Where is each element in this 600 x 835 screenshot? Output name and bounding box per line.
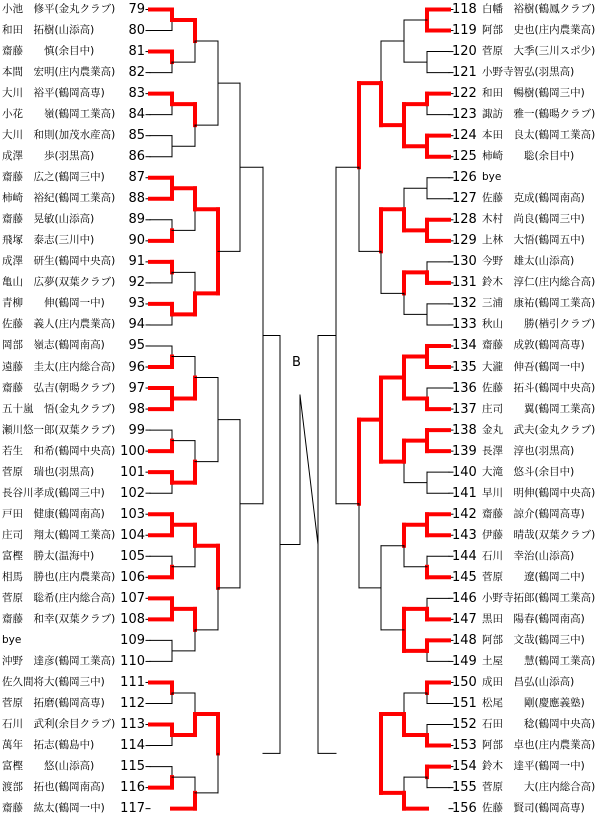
seed-number: 111 bbox=[120, 674, 145, 690]
seed-number: 117 bbox=[120, 801, 145, 817]
right-bracket-entry bbox=[452, 777, 598, 798]
seed-number: 93 bbox=[128, 296, 145, 312]
player-name: 和田 暢樹(鶴岡三中) bbox=[482, 87, 585, 100]
seed-number: 128 bbox=[452, 212, 477, 228]
left-bracket-entry bbox=[0, 104, 145, 125]
player-name: 富樫 悠(山添高) bbox=[2, 760, 95, 773]
final-right-line bbox=[300, 395, 318, 544]
right-bracket-entry bbox=[452, 714, 598, 735]
seed-number: 152 bbox=[452, 717, 477, 733]
right-bracket-entry bbox=[452, 735, 598, 756]
seed-number: 121 bbox=[452, 65, 477, 81]
player-name: 三浦 康祐(鶴岡工業高) bbox=[482, 297, 596, 310]
seed-number: 97 bbox=[128, 380, 145, 396]
player-name: 五十嵐 悟(金丸クラブ) bbox=[2, 402, 116, 415]
player-name: 小野寺智弘(羽黒高) bbox=[482, 66, 575, 79]
seed-number: 147 bbox=[452, 611, 477, 627]
seed-number: 131 bbox=[452, 275, 477, 291]
left-bracket-entry bbox=[0, 777, 145, 798]
block-label: B bbox=[292, 355, 301, 370]
player-name: 石田 稔(鶴岡中央高) bbox=[482, 718, 596, 731]
left-bracket-entry bbox=[0, 441, 145, 462]
left-bracket-entry bbox=[0, 756, 145, 777]
right-bracket-entry bbox=[452, 672, 598, 693]
seed-number: 130 bbox=[452, 254, 477, 270]
player-name: 齋藤 弘吉(朝暘クラブ) bbox=[2, 381, 116, 394]
player-name: 金丸 武夫(金丸クラブ) bbox=[482, 423, 596, 436]
left-bracket-entry bbox=[0, 125, 145, 146]
seed-number: 137 bbox=[452, 401, 477, 417]
seed-number: 85 bbox=[128, 128, 145, 144]
right-bracket-entry bbox=[452, 209, 598, 230]
left-bracket-entry bbox=[0, 714, 145, 735]
seed-number: 108 bbox=[120, 611, 145, 627]
left-bracket-entry bbox=[0, 567, 145, 588]
player-name: 松尾 剛(慶應義塾) bbox=[482, 696, 585, 709]
right-bracket-entry bbox=[452, 146, 598, 167]
right-bracket-entry bbox=[452, 588, 598, 609]
right-bracket-entry bbox=[452, 188, 598, 209]
right-bracket-entry bbox=[452, 83, 598, 104]
player-name: 小野寺拓郎(鶴岡工業高) bbox=[482, 591, 596, 604]
right-bracket-entry bbox=[452, 357, 598, 378]
right-bracket-entry bbox=[452, 62, 598, 83]
player-name: 本間 宏明(庄内農業高) bbox=[2, 66, 116, 79]
player-name: 萬年 拓志(鶴島中) bbox=[2, 739, 95, 752]
seed-number: 100 bbox=[120, 443, 145, 459]
player-name: 石川 幸治(山添高) bbox=[482, 549, 575, 562]
seed-number: 119 bbox=[452, 23, 477, 39]
seed-number: 89 bbox=[128, 212, 145, 228]
left-bracket-entry bbox=[0, 399, 145, 420]
right-bracket-entry bbox=[452, 272, 598, 293]
left-bracket-entry bbox=[0, 630, 145, 651]
player-name: 今野 雄太(山添高) bbox=[482, 255, 575, 268]
left-bracket-entry bbox=[0, 357, 145, 378]
seed-number: 144 bbox=[452, 548, 477, 564]
left-bracket-entry bbox=[0, 230, 145, 251]
right-bracket-entry bbox=[452, 251, 598, 272]
player-name: 上林 大悟(鶴岡五中) bbox=[482, 234, 585, 247]
seed-number: 83 bbox=[128, 86, 145, 102]
player-name: 齋藤 成敦(鶴岡高専) bbox=[482, 339, 585, 352]
right-bracket-entry bbox=[452, 335, 598, 356]
left-bracket-entry bbox=[0, 209, 145, 230]
seed-number: 151 bbox=[452, 695, 477, 711]
left-bracket-entry bbox=[0, 672, 145, 693]
left-bracket-entry bbox=[0, 735, 145, 756]
left-bracket-entry bbox=[0, 693, 145, 714]
seed-number: 125 bbox=[452, 149, 477, 165]
player-name: 佐藤 義人(庄内農業高) bbox=[2, 318, 116, 331]
player-name: 大滝 悠斗(余目中) bbox=[482, 465, 575, 478]
player-name: 小池 修平(金丸クラブ) bbox=[2, 3, 116, 15]
left-bracket-entry bbox=[0, 609, 145, 630]
player-name: 大川 裕平(鶴岡高専) bbox=[2, 87, 105, 100]
right-bracket-entry bbox=[452, 167, 598, 188]
seed-number: 105 bbox=[120, 548, 145, 564]
seed-number: 122 bbox=[452, 86, 477, 102]
seed-number: 148 bbox=[452, 632, 477, 648]
seed-number: 107 bbox=[120, 590, 145, 606]
player-name: 齋藤 紘太(鶴岡一中) bbox=[2, 802, 105, 815]
seed-number: 106 bbox=[120, 569, 145, 585]
player-name: 飛塚 泰志(三川中) bbox=[2, 234, 95, 247]
left-bracket-entry bbox=[0, 20, 145, 41]
seed-number: 91 bbox=[128, 254, 145, 270]
right-bracket-entry bbox=[452, 462, 598, 483]
right-bracket-entry bbox=[452, 20, 598, 41]
left-bracket-entry bbox=[0, 798, 145, 819]
player-name: 成澤 研生(鶴岡中央高) bbox=[2, 255, 116, 268]
right-bracket-entry bbox=[452, 756, 598, 777]
left-bracket-entry bbox=[0, 420, 145, 441]
right-bracket-entry bbox=[452, 609, 598, 630]
left-bracket-entry bbox=[0, 251, 145, 272]
player-name: 菅原 遼(鶴岡二中) bbox=[482, 570, 585, 583]
left-bracket-entry bbox=[0, 378, 145, 399]
left-bracket-entry bbox=[0, 483, 145, 504]
left-bracket-entry bbox=[0, 83, 145, 104]
seed-number: 113 bbox=[120, 717, 145, 733]
player-name: 若生 和希(鶴岡中央高) bbox=[2, 444, 116, 457]
player-name: 岡部 嶺志(鶴岡南高) bbox=[2, 339, 105, 352]
right-bracket-entry bbox=[452, 630, 598, 651]
right-bracket-entry bbox=[452, 314, 598, 335]
seed-number: 86 bbox=[128, 149, 145, 165]
right-bracket-entry bbox=[452, 293, 598, 314]
seed-number: 132 bbox=[452, 296, 477, 312]
player-name: 伊藤 晴哉(双葉クラブ) bbox=[482, 528, 596, 541]
seed-number: 140 bbox=[452, 464, 477, 480]
player-name: 渡部 拓也(鶴岡南高) bbox=[2, 781, 105, 794]
player-name: 柿崎 聡(余目中) bbox=[482, 150, 575, 163]
right-bracket-entry bbox=[452, 0, 598, 20]
player-name: 富樫 勝太(温海中) bbox=[2, 549, 95, 562]
player-name: bye bbox=[2, 633, 22, 646]
player-name: 大瀧 伸吾(鶴岡一中) bbox=[482, 360, 585, 373]
player-name: 成田 昌弘(山添高) bbox=[482, 675, 575, 688]
player-name: 佐藤 克成(鶴岡南高) bbox=[482, 192, 585, 205]
left-bracket-entry bbox=[0, 588, 145, 609]
player-name: 戸田 健康(鶴岡南高) bbox=[2, 507, 105, 520]
seed-number: 84 bbox=[128, 107, 145, 123]
seed-number: 82 bbox=[128, 65, 145, 81]
seed-number: 156 bbox=[452, 801, 477, 817]
seed-number: 129 bbox=[452, 233, 477, 249]
player-name: 諏訪 雅一(鶴暘クラブ) bbox=[482, 108, 596, 121]
player-name: 庄司 翔太(鶴岡工業高) bbox=[2, 528, 116, 541]
player-name: 齋藤 晃敏(山添高) bbox=[2, 213, 95, 226]
player-name: 大川 和則(加茂水産高) bbox=[2, 129, 116, 142]
left-bracket-entry bbox=[0, 462, 145, 483]
right-bracket-entry bbox=[452, 441, 598, 462]
seed-number: 134 bbox=[452, 338, 477, 354]
seed-number: 135 bbox=[452, 359, 477, 375]
player-name: 成澤 歩(羽黒高) bbox=[2, 150, 95, 163]
player-name: 齋藤 諒介(鶴岡高専) bbox=[482, 507, 585, 520]
seed-number: 98 bbox=[128, 401, 145, 417]
right-bracket-entry bbox=[452, 125, 598, 146]
player-name: 佐藤 拓斗(鶴岡中央高) bbox=[482, 381, 596, 394]
seed-number: 136 bbox=[452, 380, 477, 396]
seed-number: 145 bbox=[452, 569, 477, 585]
left-bracket-entry bbox=[0, 314, 145, 335]
seed-number: 110 bbox=[120, 653, 145, 669]
left-bracket-entry bbox=[0, 272, 145, 293]
player-name: 菅原 聡希(庄内総合高) bbox=[2, 591, 116, 604]
player-name: bye bbox=[482, 171, 502, 184]
seed-number: 126 bbox=[452, 170, 477, 186]
right-bracket-entry bbox=[452, 483, 598, 504]
left-bracket-entry bbox=[0, 167, 145, 188]
seed-number: 115 bbox=[120, 759, 145, 775]
player-name: 亀山 広夢(双葉クラブ) bbox=[2, 276, 116, 289]
seed-number: 120 bbox=[452, 44, 477, 60]
left-bracket-entry bbox=[0, 335, 145, 356]
right-bracket-entry bbox=[452, 420, 598, 441]
seed-number: 88 bbox=[128, 191, 145, 207]
player-name: 土屋 慧(鶴岡工業高) bbox=[482, 654, 596, 667]
player-name: 齋藤 慎(余目中) bbox=[2, 45, 95, 58]
player-name: 菅原 大季(三川スポ少) bbox=[482, 45, 596, 58]
seed-number: 155 bbox=[452, 780, 477, 796]
seed-number: 87 bbox=[128, 170, 145, 186]
right-bracket-entry bbox=[452, 230, 598, 251]
left-bracket-entry bbox=[0, 504, 145, 525]
right-bracket-entry bbox=[452, 41, 598, 62]
left-bracket-entry bbox=[0, 188, 145, 209]
seed-number: 90 bbox=[128, 233, 145, 249]
seed-number: 99 bbox=[128, 422, 145, 438]
seed-number: 116 bbox=[120, 780, 145, 796]
right-bracket-entry bbox=[452, 567, 598, 588]
player-name: 和田 拓樹(山添高) bbox=[2, 24, 95, 37]
seed-number: 94 bbox=[128, 317, 145, 333]
player-name: 佐藤 賢司(鶴岡高専) bbox=[482, 802, 585, 815]
seed-number: 80 bbox=[128, 23, 145, 39]
seed-number: 96 bbox=[128, 359, 145, 375]
player-name: 青柳 伸(鶴岡一中) bbox=[2, 297, 105, 310]
right-bracket-entry bbox=[452, 525, 598, 546]
left-bracket-entry bbox=[0, 293, 145, 314]
player-name: 沖野 達彦(鶴岡工業高) bbox=[2, 654, 116, 667]
player-name: 白幡 裕樹(鶴鳳クラブ) bbox=[482, 3, 596, 15]
player-name: 柿崎 裕紀(鶴岡工業高) bbox=[2, 192, 116, 205]
seed-number: 118 bbox=[452, 2, 477, 17]
seed-number: 139 bbox=[452, 443, 477, 459]
player-name: 菅原 拓磨(鶴岡高専) bbox=[2, 696, 105, 709]
seed-number: 143 bbox=[452, 527, 477, 543]
player-name: 木村 尚良(鶴岡三中) bbox=[482, 213, 585, 226]
seed-number: 138 bbox=[452, 422, 477, 438]
player-name: 早川 明伸(鶴岡中央高) bbox=[482, 486, 596, 499]
left-bracket-entry bbox=[0, 525, 145, 546]
seed-number: 123 bbox=[452, 107, 477, 123]
player-name: 長谷川孝成(鶴岡三中) bbox=[2, 486, 105, 499]
player-name: 長澤 淳也(羽黒高) bbox=[482, 444, 575, 457]
player-name: 遠藤 圭太(庄内総合高) bbox=[2, 360, 116, 373]
seed-number: 154 bbox=[452, 759, 477, 775]
player-name: 庄司 翼(鶴岡工業高) bbox=[482, 402, 596, 415]
right-bracket-entry bbox=[452, 378, 598, 399]
left-bracket-entry bbox=[0, 0, 145, 20]
seed-number: 103 bbox=[120, 506, 145, 522]
seed-number: 114 bbox=[120, 738, 145, 754]
player-name: 阿部 文哉(鶴岡三中) bbox=[482, 633, 585, 646]
right-bracket-entry bbox=[452, 504, 598, 525]
seed-number: 79 bbox=[128, 2, 145, 17]
left-bracket-entry bbox=[0, 546, 145, 567]
right-bracket-entry bbox=[452, 798, 598, 819]
seed-number: 146 bbox=[452, 590, 477, 606]
left-bracket-entry bbox=[0, 41, 145, 62]
seed-number: 124 bbox=[452, 128, 477, 144]
right-bracket-entry bbox=[452, 104, 598, 125]
left-bracket-entry bbox=[0, 146, 145, 167]
player-name: 鈴木 淳仁(庄内総合高) bbox=[482, 276, 596, 289]
seed-number: 92 bbox=[128, 275, 145, 291]
seed-number: 95 bbox=[128, 338, 145, 354]
seed-number: 102 bbox=[120, 485, 145, 501]
player-name: 相馬 勝也(庄内農業高) bbox=[2, 570, 116, 583]
seed-number: 101 bbox=[120, 464, 145, 480]
seed-number: 150 bbox=[452, 674, 477, 690]
player-name: 阿部 卓也(庄内農業高) bbox=[482, 739, 596, 752]
player-name: 佐久間将大(鶴岡三中) bbox=[2, 675, 105, 688]
player-name: 瀬川悠一郎(双葉クラブ) bbox=[2, 423, 116, 436]
seed-number: 109 bbox=[120, 632, 145, 648]
right-bracket-entry bbox=[452, 546, 598, 567]
player-name: 齋藤 広之(鶴岡三中) bbox=[2, 171, 105, 184]
player-name: 本田 良太(鶴岡工業高) bbox=[482, 129, 596, 142]
seed-number: 127 bbox=[452, 191, 477, 207]
player-name: 秋山 勝(楢引クラブ) bbox=[482, 318, 596, 331]
player-name: 阿部 史也(庄内農業高) bbox=[482, 24, 596, 37]
right-bracket-entry bbox=[452, 651, 598, 672]
seed-number: 133 bbox=[452, 317, 477, 333]
seed-number: 104 bbox=[120, 527, 145, 543]
player-name: 石川 武利(余目クラブ) bbox=[2, 718, 116, 731]
seed-number: 112 bbox=[120, 695, 145, 711]
left-bracket-entry bbox=[0, 651, 145, 672]
player-name: 齋藤 和幸(双葉クラブ) bbox=[2, 612, 116, 625]
seed-number: 142 bbox=[452, 506, 477, 522]
seed-number: 153 bbox=[452, 738, 477, 754]
player-name: 菅原 大(庄内総合高) bbox=[482, 781, 596, 794]
player-name: 黒田 陽春(鶴岡南高) bbox=[482, 612, 585, 625]
player-name: 鈴木 達平(鶴岡一中) bbox=[482, 760, 585, 773]
right-bracket-entry bbox=[452, 693, 598, 714]
player-name: 小花 嶺(鶴岡工業高) bbox=[2, 108, 116, 121]
seed-number: 141 bbox=[452, 485, 477, 501]
seed-number: 149 bbox=[452, 653, 477, 669]
player-name: 菅原 瑞也(羽黒高) bbox=[2, 465, 95, 478]
left-bracket-entry bbox=[0, 62, 145, 83]
seed-number: 81 bbox=[128, 44, 145, 60]
right-bracket-entry bbox=[452, 399, 598, 420]
